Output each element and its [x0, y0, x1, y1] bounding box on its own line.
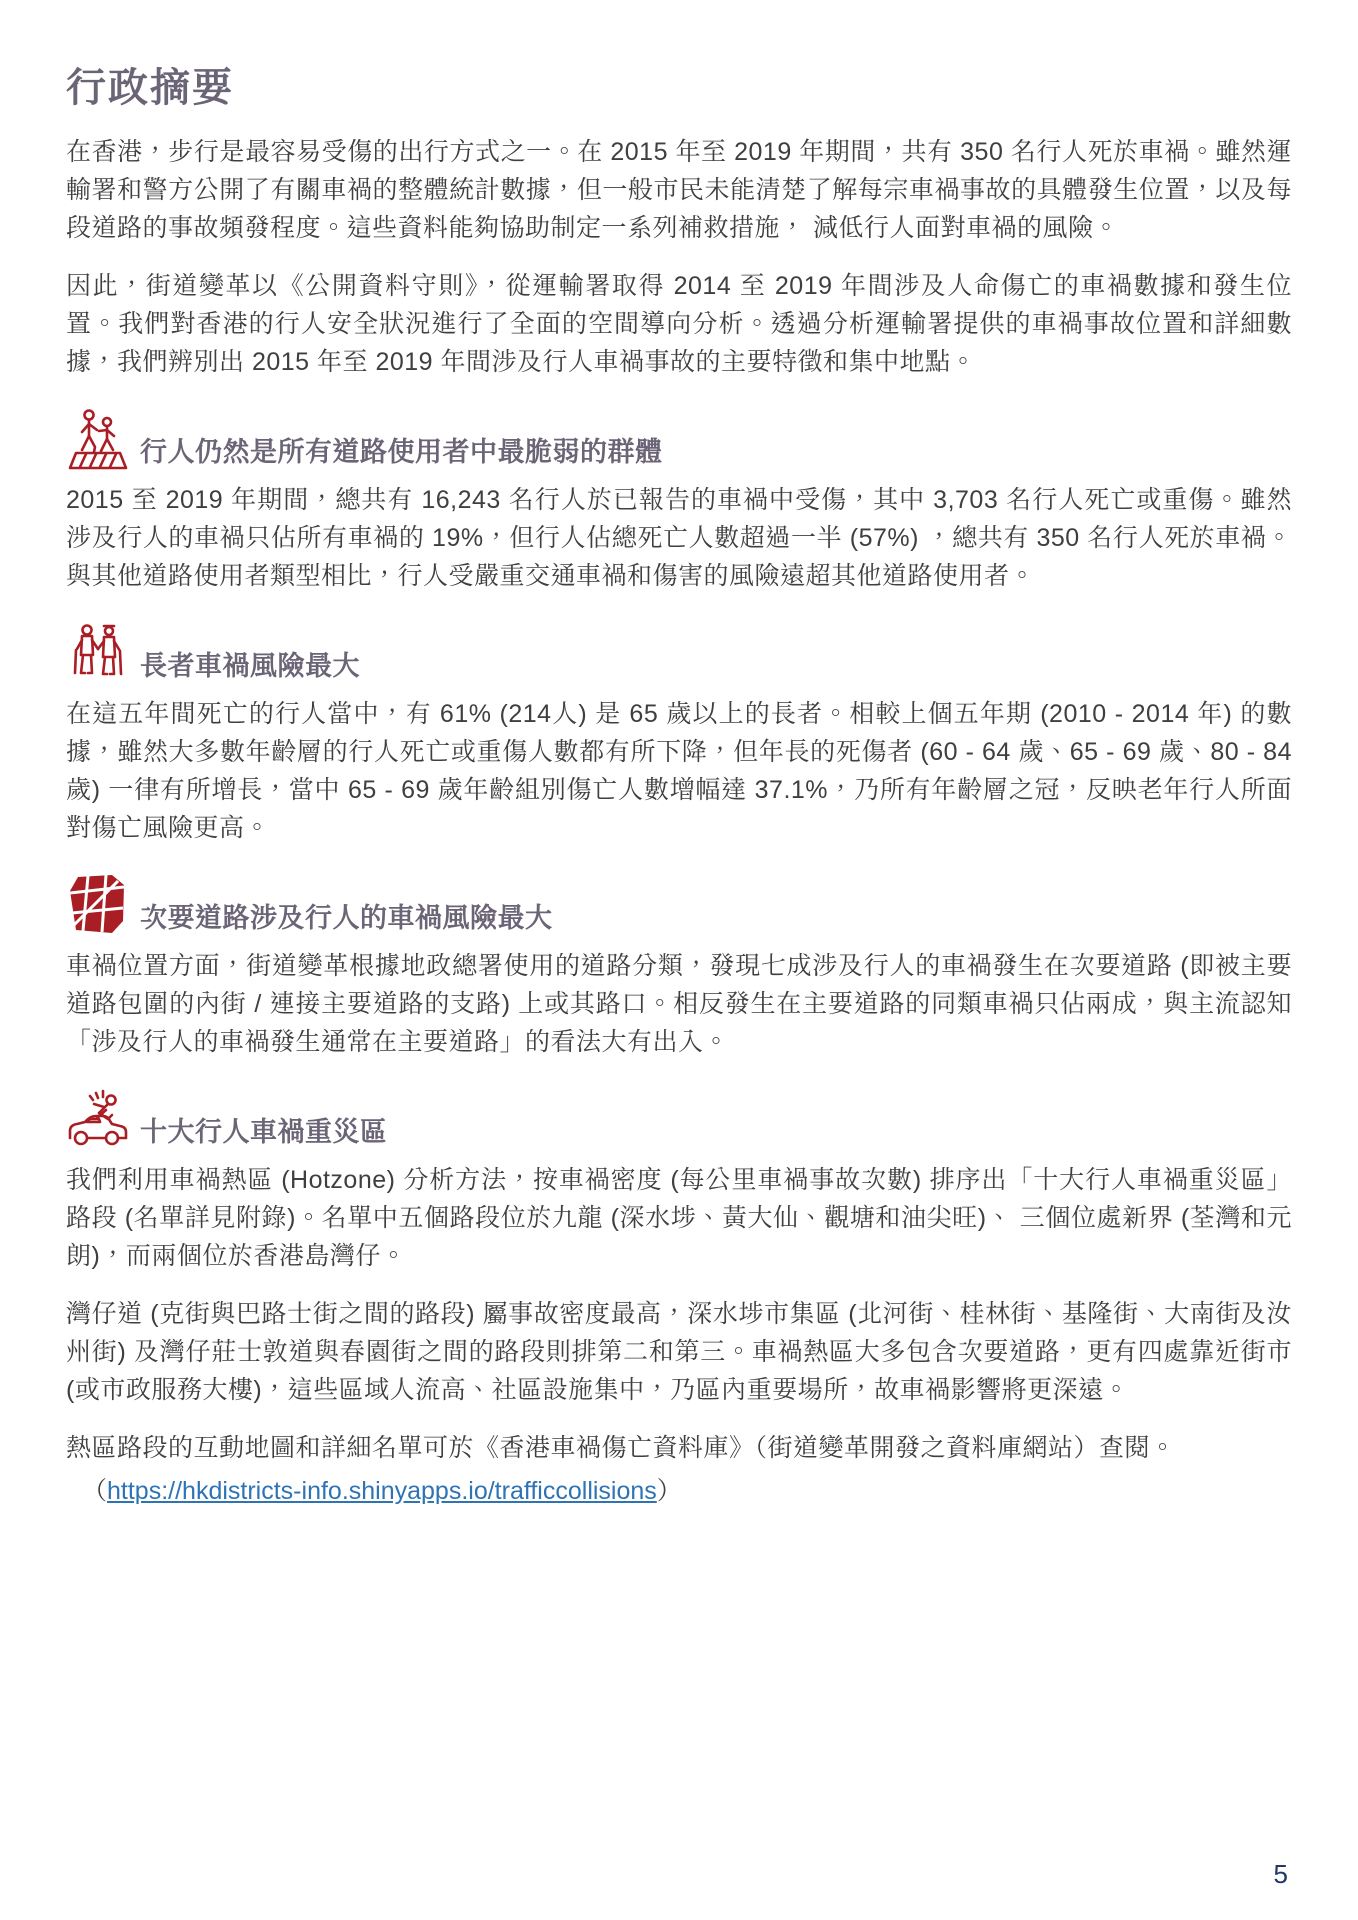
- section-heading: 十大行人車禍重災區: [140, 1117, 388, 1147]
- link-open-paren: （: [82, 1477, 108, 1505]
- database-link[interactable]: https://hkdistricts-info.shinyapps.io/trafficcollisions: [107, 1477, 657, 1505]
- section-body: 車禍位置方面，街道變革根據地政總署使用的道路分類，發現七成涉及行人的車禍發生在次要道路 (即被主要道路包圍的內街 / 連接主要道路的支路) 上或其路口。相反發生在主要道路的同類車禍只佔兩成，與主流認知「涉及行人的車禍發生通常在主要道路」的看法大有出入。: [66, 952, 1292, 1056]
- section-body-2: 灣仔道 (克街與巴路士街之間的路段) 屬事故密度最高，深水埗市集區 (北河街、桂林街、基隆街、大南街及汝州街) 及灣仔莊士敦道與春園街之間的路段則排第二和第三。車禍熱區大多包含次要道路，更有四處靠近街市 (或市政服務大樓)，這些區域人流高、社區設施集中，乃區內重要場所，故車禍影響將更深遠。: [66, 1300, 1292, 1404]
- section-heading: 行人仍然是所有道路使用者中最脆弱的群體: [140, 437, 663, 467]
- page-title: 行政摘要: [66, 66, 234, 110]
- section-body: 2015 至 2019 年期間，總共有 16,243 名行人於已報告的車禍中受傷，其中 3,703 名行人死亡或重傷。雖然涉及行人的車禍只佔所有車禍的 19%，但行人佔總死亡人數超過一半 (57%) ，總共有 350 名行人死於車禍。與其他道路使用者類型相比，行人受嚴重交通車禍和傷害的風險遠超其他道路使用者。: [66, 486, 1292, 590]
- intro-paragraph-2: 因此，街道變革以《公開資料守則》，從運輸署取得 2014 至 2019 年間涉及人命傷亡的車禍數據和發生位置。我們對香港的行人安全狀況進行了全面的空間導向分析。透過分析運輸署提供的車禍事故位置和詳細數據，我們辨別出 2015 年至 2019 年間涉及行人車禍事故的主要特徵和集中地點。: [66, 272, 1292, 376]
- street-map-icon: [66, 873, 130, 937]
- section-header-elderly: [66, 621, 1292, 685]
- database-link-line: [66, 1471, 1292, 1511]
- closing-paragraph: 熱區路段的互動地圖和詳細名單可於《香港車禍傷亡資料庫》（街道變革開發之資料庫網站）查閱。: [66, 1434, 1176, 1462]
- section-heading: 次要道路涉及行人的車禍風險最大: [140, 903, 553, 933]
- page-number: 5: [1273, 1859, 1288, 1889]
- car-collision-icon: [66, 1087, 130, 1151]
- section-body: 我們利用車禍熱區 (Hotzone) 分析方法，按車禍密度 (每公里車禍事故次數) 排序出「十大行人車禍重災區」路段 (名單詳見附錄)。名單中五個路段位於九龍 (深水埗、黃大仙、觀塘和油尖旺)、 三個位處新界 (荃灣和元朗)，而兩個位於香港島灣仔。: [66, 1166, 1292, 1270]
- pedestrians-crossing-icon: [66, 407, 130, 471]
- section-header-hotzone: [66, 1087, 1292, 1151]
- link-close-paren: ）: [656, 1477, 682, 1505]
- section-header-map: [66, 873, 1292, 937]
- section-body: 在這五年間死亡的行人當中，有 61% (214人) 是 65 歲以上的長者。相較上個五年期 (2010 - 2014 年) 的數據，雖然大多數年齡層的行人死亡或重傷人數都有所下降，但年長的死傷者 (60 - 64 歲、65 - 69 歲、80 - 84 歲) 一律有所增長，當中 65 - 69 歲年齡組別傷亡人數增幅達 37.1%，乃所有年齡層之冠，反映老年行人所面對傷亡風險更高。: [66, 700, 1292, 842]
- section-heading: 長者車禍風險最大: [140, 651, 360, 681]
- intro-paragraph-1: 在香港，步行是最容易受傷的出行方式之一。在 2015 年至 2019 年期間，共有 350 名行人死於車禍。雖然運輸署和警方公開了有關車禍的整體統計數據，但一般市民未能清楚了解每宗車禍事故的具體發生位置，以及每段道路的事故頻發程度。這些資料能夠協助制定一系列補救措施， 減低行人面對車禍的風險。: [66, 138, 1292, 242]
- section-header-pedestrians: [66, 407, 1292, 471]
- elderly-couple-icon: [66, 621, 130, 685]
